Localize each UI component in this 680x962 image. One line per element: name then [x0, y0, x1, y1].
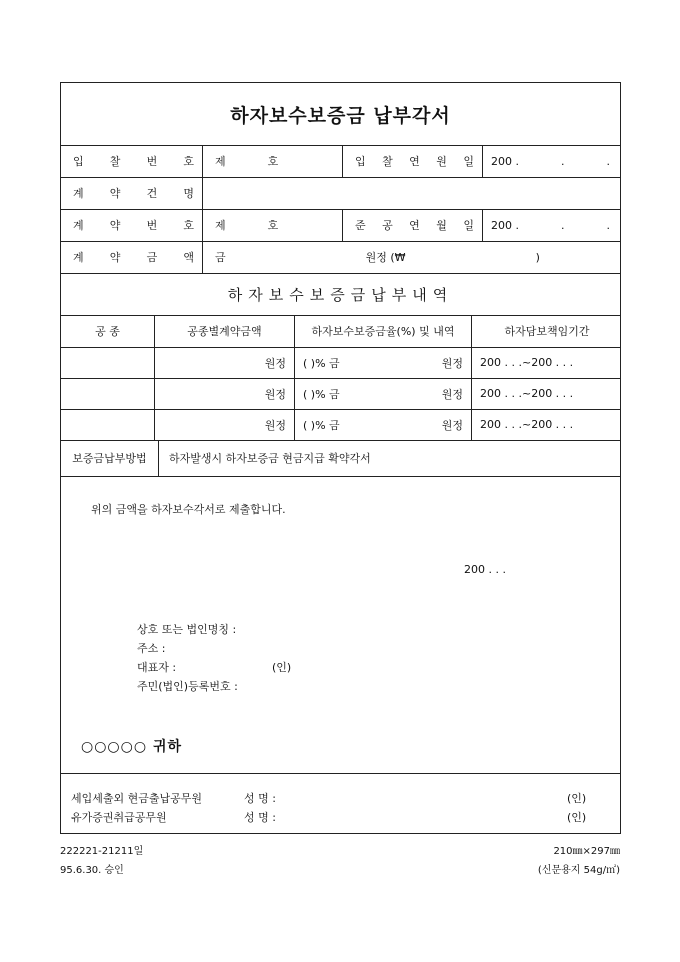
amount-cell[interactable]: 원정: [154, 347, 294, 378]
official-seal: (인): [567, 811, 587, 824]
paper-spec: (신문용지 54g/㎡): [537, 865, 620, 876]
work-type-cell[interactable]: [61, 347, 154, 378]
header-rate: 하자보수보증금율(%) 및 내역: [294, 315, 471, 347]
label-char: 연: [409, 155, 420, 168]
label-char: 액: [183, 251, 194, 264]
label-char: 공: [382, 219, 393, 232]
label-char: 찰: [109, 155, 121, 168]
label-char: 약: [109, 219, 121, 232]
period-cell[interactable]: 200 . . .~200 . . .: [471, 378, 622, 409]
label-char: 원: [436, 155, 447, 168]
label-char: 계: [73, 251, 84, 264]
payment-method-row: [61, 440, 620, 477]
label-char: 번: [146, 219, 158, 232]
bid-row: [61, 145, 620, 178]
label-char: 호: [183, 155, 194, 168]
label-char: 입: [73, 155, 84, 168]
header-period: 하자담보책임기간: [471, 315, 622, 347]
contract-number-row: [61, 209, 620, 242]
form-sheet: [60, 82, 621, 834]
contract-name-row: [61, 177, 620, 210]
label-char: 월: [436, 219, 447, 232]
submission-date[interactable]: 200 . . .: [464, 563, 506, 576]
representative-label: 대표자 :: [137, 661, 177, 674]
contract-name-value[interactable]: [202, 177, 620, 209]
completion-date-label: [342, 209, 482, 241]
label-char: 약: [109, 251, 121, 264]
header-work-type: 공 종: [95, 325, 120, 338]
form-title: 하자보수보증금 납부각서: [61, 83, 620, 146]
payment-method-value[interactable]: 하자발생시 하자보증금 현금지급 확약각서: [158, 440, 620, 476]
official-seal: (인): [567, 792, 587, 805]
contract-amount-label: [61, 241, 202, 273]
label-char: 호: [183, 219, 194, 232]
label-char: 입: [355, 155, 366, 168]
payment-method-label: 보증금납부방법: [72, 452, 147, 465]
contract-amount-row: [61, 241, 620, 274]
contract-amount-value[interactable]: 금 원정 (₩ ): [202, 241, 620, 273]
label-char: 명: [183, 187, 194, 200]
amount-cell[interactable]: 원정: [154, 378, 294, 409]
label-char: 연: [409, 219, 420, 232]
bid-date-value[interactable]: 200 . . .: [482, 145, 622, 177]
label-char: 계: [73, 187, 84, 200]
company-name-label: 상호 또는 법인명칭 :: [137, 623, 237, 636]
table-header-row: [61, 315, 620, 348]
rate-cell[interactable]: ( )% 금 원정: [294, 409, 471, 440]
section-title: 하자보수보증금납부내역: [227, 285, 454, 304]
label-char: 금: [146, 251, 158, 264]
recipient: ○○○○○ 귀하: [81, 739, 183, 755]
table-row: [61, 347, 620, 379]
bid-number-label: [61, 145, 202, 177]
label-char: 일: [463, 219, 474, 232]
form-code: 222221-21211일: [60, 846, 144, 857]
bid-number-value[interactable]: 제 호: [202, 145, 342, 177]
contract-number-value[interactable]: 제 호: [202, 209, 342, 241]
header-contract-amount: 공종별계약금액: [154, 315, 294, 347]
registration-number-label: 주민(법인)등록번호 :: [137, 680, 238, 693]
label-char: 찰: [382, 155, 393, 168]
section-title-row: [61, 273, 620, 316]
official-name-label: 성 명 :: [244, 792, 276, 805]
label-char: 준: [355, 219, 366, 232]
work-type-cell[interactable]: [61, 409, 154, 440]
amount-cell[interactable]: 원정: [154, 409, 294, 440]
table-row: [61, 378, 620, 410]
rate-cell[interactable]: ( )% 금 원정: [294, 378, 471, 409]
official-name-label: 성 명 :: [244, 811, 276, 824]
table-row: [61, 409, 620, 441]
statement-text: 위의 금액을 하자보수각서로 제출합니다.: [91, 503, 286, 516]
approval-date: 95.6.30. 승인: [60, 865, 124, 876]
representative-seal: (인): [272, 661, 292, 674]
rate-cell[interactable]: ( )% 금 원정: [294, 347, 471, 378]
paper-size: 210㎜×297㎜: [553, 846, 620, 857]
work-type-cell[interactable]: [61, 378, 154, 409]
label-char: 일: [463, 155, 474, 168]
period-cell[interactable]: 200 . . .~200 . . .: [471, 409, 622, 440]
contract-name-label: [61, 177, 202, 209]
address-label: 주소 :: [137, 642, 166, 655]
officials-divider: [61, 773, 620, 774]
label-char: 계: [73, 219, 84, 232]
bid-date-label: [342, 145, 482, 177]
label-char: 약: [109, 187, 121, 200]
contract-number-label: [61, 209, 202, 241]
period-cell[interactable]: 200 . . .~200 . . .: [471, 347, 622, 378]
label-char: 번: [146, 155, 158, 168]
completion-date-value[interactable]: 200 . . .: [482, 209, 622, 241]
official-title: 유가증권취급공무원: [71, 811, 167, 824]
official-title: 세입세출외 현금출납공무원: [71, 792, 203, 805]
label-char: 건: [146, 187, 158, 200]
